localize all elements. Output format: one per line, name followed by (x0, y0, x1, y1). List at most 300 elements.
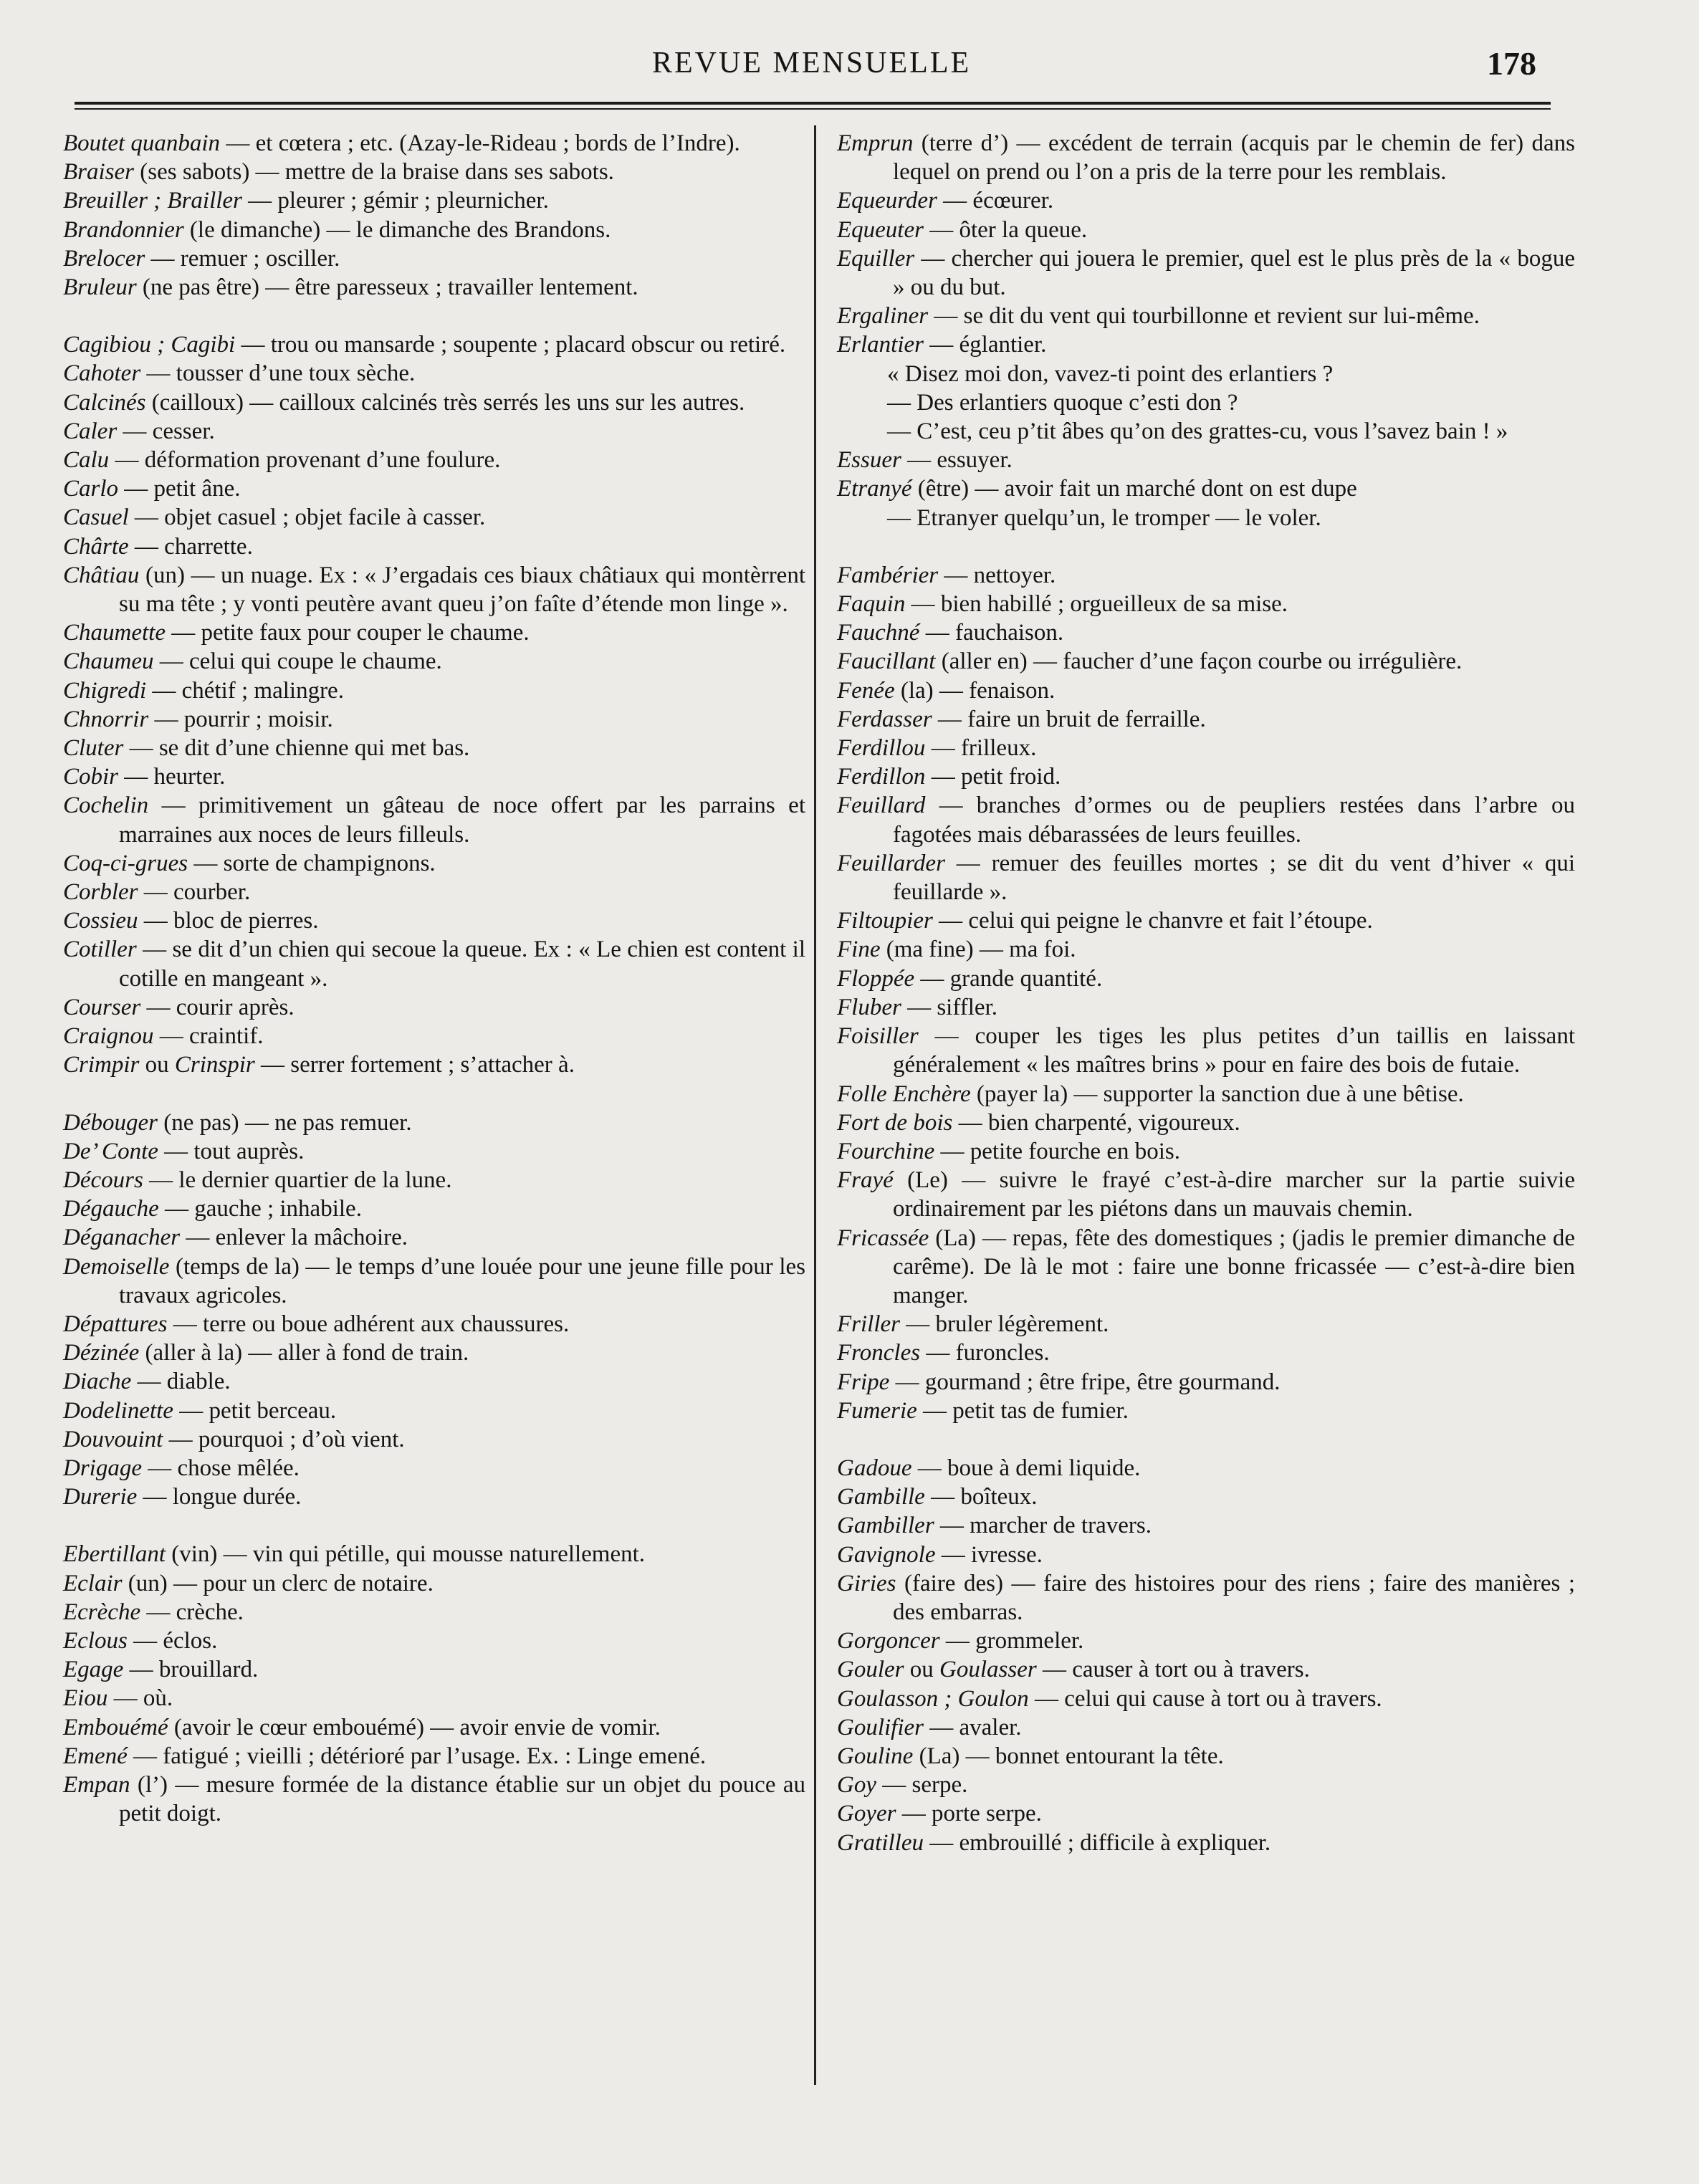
glossary-entry (63, 1166, 805, 1194)
headword: Goulasson ; Goulon (837, 1685, 1029, 1712)
headword: Fambérier (837, 562, 939, 588)
glossary-entry (63, 1425, 805, 1454)
glossary-entry (63, 1194, 805, 1223)
headword: Fine (837, 937, 881, 963)
glossary-entry (63, 878, 805, 906)
definition: — petit froid. (925, 764, 1061, 790)
headword: Giries (837, 1570, 896, 1596)
headword: Fort de bois (837, 1109, 953, 1136)
definition: — bien charpenté, vigoureux. (952, 1109, 1240, 1136)
definition: — se dit d’un chien qui secoue la queue. Ex : « Le chien est content il cotille en mangeant ». (119, 937, 805, 992)
headword: Goulasser (939, 1657, 1037, 1683)
definition: — embrouillé ; difficile à expliquer. (924, 1829, 1271, 1856)
definition: — petite faux pour couper le chaume. (165, 620, 530, 646)
headword: Eiou (63, 1685, 108, 1712)
headword: Chnorrir (63, 706, 149, 732)
definition: — avaler. (924, 1714, 1022, 1740)
definition: — celui qui cause à tort ou à travers. (1028, 1685, 1382, 1712)
definition: — craintif. (153, 1023, 264, 1050)
definition: (cailloux) — cailloux calcinés très serrés les uns sur les autres. (145, 389, 745, 416)
headword: Dézinée (63, 1340, 140, 1366)
glossary-entry (63, 1655, 805, 1684)
glossary-entry (63, 676, 805, 705)
definition: (temps de la) — le temps d’une louée pour une jeune fille pour les travaux agricoles. (119, 1253, 805, 1308)
headword: Calu (63, 447, 110, 474)
headword: Crinspir (174, 1052, 255, 1078)
glossary-entry (837, 676, 1575, 705)
headword: Ferdillou (837, 735, 926, 762)
headword: Cagibiou ; Cagibi (63, 332, 236, 358)
section-gap (63, 1511, 805, 1540)
definition: — petit âne. (118, 476, 241, 502)
headword: Filtoupier (837, 908, 933, 934)
definition: (l’) — mesure formée de la distance établie sur un objet du pouce au petit doigt. (119, 1771, 805, 1827)
definition: — furoncles. (920, 1340, 1050, 1366)
definition: — marcher de travers. (934, 1513, 1152, 1539)
definition: — couper les tiges les plus petites d’un taillis en laissant généralement « les maîtres brins » pour en faire des bois de futaie. (893, 1023, 1575, 1078)
glossary-entry (63, 1771, 805, 1828)
headword: Eclous (63, 1627, 128, 1654)
glossary-entry (837, 705, 1575, 734)
headword: Déganacher (63, 1225, 181, 1251)
definition: — le dernier quartier de la lune. (143, 1167, 452, 1193)
headword: Crimpir (63, 1052, 140, 1078)
definition: — faire un bruit de ferraille. (932, 706, 1206, 732)
glossary-entry (837, 1108, 1575, 1137)
definition: — où. (107, 1685, 173, 1712)
headword: Corbler (63, 879, 138, 906)
headword: De’ Conte (63, 1138, 158, 1164)
definition: — pourrir ; moisir. (148, 706, 333, 732)
headword: Cobir (63, 764, 119, 790)
definition: — frilleux. (925, 735, 1037, 762)
glossary-entry (837, 906, 1575, 935)
glossary-entry (63, 129, 805, 158)
glossary-entry (63, 935, 805, 992)
glossary-entry (63, 330, 805, 359)
headword: Casuel (63, 504, 129, 531)
headword: Faquin (837, 591, 906, 618)
header-rule-thin (75, 108, 1551, 110)
glossary-entry (63, 417, 805, 446)
headword: Braiser (63, 159, 134, 186)
definition: — brouillard. (123, 1657, 259, 1683)
headword: Emprun (837, 130, 914, 156)
headword: Diache (63, 1369, 132, 1395)
headword: Foisiller (837, 1023, 919, 1050)
glossary-entry (837, 734, 1575, 762)
headword: Emené (63, 1743, 128, 1769)
definition: — églantier. (924, 332, 1047, 358)
headword: Demoiselle (63, 1253, 170, 1280)
definition: — et cœtera ; etc. (Azay-le-Rideau ; bords de l’Indre). (220, 130, 740, 156)
definition: — fatigué ; vieilli ; détérioré par l’usage. Ex. : Linge emené. (127, 1743, 707, 1769)
headword: Goy (837, 1772, 876, 1799)
glossary-entry (837, 1080, 1575, 1108)
glossary-entry (63, 1223, 805, 1252)
glossary-entry (63, 1713, 805, 1742)
headword: Gavignole (837, 1541, 936, 1568)
definition: (ne pas) — ne pas remuer. (157, 1109, 412, 1136)
headword: Empan (63, 1771, 130, 1798)
glossary-entry (837, 849, 1575, 906)
glossary-entry (837, 935, 1575, 964)
quote-line: — Etranyer quelqu’un, le tromper — le voler. (887, 504, 1321, 531)
glossary-entry (837, 1742, 1575, 1771)
left-column (63, 129, 805, 1828)
definition: (être) — avoir fait un marché dont on est dupe (911, 476, 1357, 502)
glossary-entry (63, 1137, 805, 1166)
headword: Débouger (63, 1109, 158, 1136)
headword: Châtiau (63, 562, 140, 588)
definition: — chétif ; malingre. (146, 677, 344, 704)
glossary-entry (63, 1540, 805, 1568)
glossary-entry (63, 1367, 805, 1396)
quote-line: — C’est, ceu p’tit âbes qu’on des grattes-cu, vous l’savez bain ! » (887, 418, 1508, 445)
glossary-entry (63, 216, 805, 244)
definition: (un) — pour un clerc de notaire. (122, 1570, 434, 1596)
glossary-entry (63, 705, 805, 734)
definition: (aller en) — faucher d’une façon courbe ou irrégulière. (935, 648, 1463, 675)
headword: Gambille (837, 1484, 925, 1510)
headword: Embouémé (63, 1714, 168, 1740)
headword: Ferdillon (837, 764, 926, 790)
headword: Gouler (837, 1657, 904, 1683)
glossary-entry (63, 1108, 805, 1137)
definition: — remuer ; osciller. (145, 245, 340, 272)
definition: — bruler légèrement. (900, 1311, 1109, 1338)
definition: — écœurer. (937, 188, 1054, 214)
definition: — ôter la queue. (923, 216, 1088, 243)
headword: Ecrèche (63, 1599, 141, 1625)
glossary-entry (837, 618, 1575, 647)
glossary-entry (837, 1829, 1575, 1857)
definition: — gourmand ; être fripe, être gourmand. (889, 1369, 1281, 1395)
glossary-entry (63, 273, 805, 302)
definition: (aller à la) — aller à fond de train. (139, 1340, 469, 1366)
glossary-entry (63, 791, 805, 848)
definition: — tousser d’une toux sèche. (140, 360, 416, 387)
headword: Caler (63, 418, 118, 444)
glossary-entry (63, 561, 805, 618)
glossary-entry (63, 1050, 805, 1079)
definition: (payer la) — supporter la sanction due à une bêtise. (970, 1081, 1464, 1107)
glossary-entry (63, 158, 805, 186)
definition: — trou ou mansarde ; soupente ; placard obscur ou retiré. (235, 332, 786, 358)
headword: Fricassée (837, 1225, 929, 1251)
glossary-entry (837, 1166, 1575, 1223)
definition: — déformation provenant d’une foulure. (109, 447, 501, 474)
glossary-entry (63, 359, 805, 388)
glossary-entry (837, 129, 1575, 186)
glossary-entry (63, 1338, 805, 1367)
definition: — sorte de champignons. (188, 850, 436, 876)
definition: — pleurer ; gémir ; pleurnicher. (241, 188, 549, 214)
definition: — gauche ; inhabile. (158, 1196, 362, 1222)
section-gap (837, 1425, 1575, 1454)
headword: Fluber (837, 994, 901, 1020)
headword: Fourchine (837, 1138, 935, 1164)
headword: Craignou (63, 1023, 154, 1050)
definition: — fauchaison. (919, 620, 1064, 646)
definition: — siffler. (901, 994, 997, 1020)
glossary-entry (837, 302, 1575, 330)
headword: Erlantier (837, 332, 924, 358)
definition: ou (904, 1657, 939, 1683)
headword: Boutet quanbain (63, 130, 221, 156)
headword: Décours (63, 1167, 143, 1193)
glossary-entry (837, 1655, 1575, 1684)
definition: — objet casuel ; objet facile à casser. (128, 504, 486, 531)
glossary-entry (837, 1483, 1575, 1511)
definition: — courir après. (140, 994, 295, 1020)
glossary-entry (837, 561, 1575, 590)
definition: — grande quantité. (914, 965, 1103, 992)
headword: Chaumeu (63, 648, 154, 675)
glossary-entry (837, 1397, 1575, 1425)
definition: — courber. (138, 879, 251, 906)
headword: Equiller (837, 245, 915, 272)
definition: — petite fourche en bois. (934, 1138, 1180, 1164)
headword: Breuiller ; Brailler (63, 188, 242, 214)
headword: Courser (63, 994, 141, 1020)
glossary-entry (63, 532, 805, 561)
definition: — branches d’ormes ou de peupliers restées dans l’arbre ou fagotées mais débarassées de leurs feuilles. (893, 792, 1575, 848)
headword: Coq-ci-grues (63, 850, 188, 876)
headword: Goyer (837, 1801, 896, 1827)
glossary-entry (63, 1742, 805, 1771)
glossary-entry (63, 186, 805, 215)
headword: Durerie (63, 1484, 138, 1510)
definition: — pourquoi ; d’où vient. (163, 1426, 405, 1452)
definition: — porte serpe. (896, 1801, 1042, 1827)
glossary-entry (837, 1541, 1575, 1569)
glossary-entry (63, 1598, 805, 1627)
headword: Cochelin (63, 792, 149, 819)
header-rule-thick (75, 102, 1551, 105)
definition: — éclos. (127, 1627, 218, 1654)
headword: Cossieu (63, 908, 138, 934)
definition: — ivresse. (935, 1541, 1043, 1568)
quote-line: « Disez moi don, vavez-ti point des erlantiers ? (887, 360, 1334, 387)
glossary-entry (837, 1511, 1575, 1540)
headword: Ergaliner (837, 303, 929, 330)
headword: Equeuter (837, 216, 924, 243)
definition: (ma fine) — ma foi. (880, 937, 1076, 963)
glossary-entry (837, 244, 1575, 302)
quote-line: — Des erlantiers quoque c’esti don ? (887, 389, 1238, 416)
glossary-entry (837, 474, 1575, 503)
definition: — essuyer. (901, 447, 1013, 474)
definition: ou (139, 1052, 175, 1078)
glossary-entry (837, 791, 1575, 848)
glossary-entry (837, 1771, 1575, 1799)
definition: — crèche. (140, 1599, 244, 1625)
definition: — serrer fortement ; s’attacher à. (254, 1052, 575, 1078)
glossary-entry (63, 1627, 805, 1655)
column-divider (814, 125, 816, 2085)
glossary-entry (63, 762, 805, 791)
definition: — causer à tort ou à travers. (1036, 1657, 1310, 1683)
definition: (la) — fenaison. (894, 677, 1056, 704)
definition: — diable. (131, 1369, 231, 1395)
definition: (ne pas être) — être paresseux ; travailler lentement. (136, 274, 638, 301)
headword: Dégauche (63, 1196, 159, 1222)
running-title: REVUE MENSUELLE (652, 47, 972, 80)
glossary-entry (837, 1685, 1575, 1713)
glossary-entry (63, 647, 805, 676)
definition: — enlever la mâchoire. (180, 1225, 408, 1251)
headword: Gambiller (837, 1513, 934, 1539)
glossary-entry (837, 1338, 1575, 1367)
glossary-entry (63, 446, 805, 474)
glossary-entry (63, 1397, 805, 1425)
page-header (0, 46, 1699, 89)
definition: — petit tas de fumier. (916, 1397, 1129, 1424)
headword: Eclair (63, 1570, 123, 1596)
headword: Friller (837, 1311, 900, 1338)
definition: — tout auprès. (158, 1138, 305, 1164)
headword: Carlo (63, 476, 119, 502)
glossary-entry (63, 503, 805, 532)
headword: Gratilleu (837, 1829, 924, 1856)
headword: Bruleur (63, 274, 137, 301)
definition: (vin) — vin qui pétille, qui mousse naturellement. (166, 1541, 646, 1568)
definition: (La) — repas, fête des domestiques ; (jadis le premier dimanche de carême). De là le mot : faire une bonne fricassée — c’est-à-dire bien manger. (893, 1225, 1575, 1308)
headword: Fripe (837, 1369, 890, 1395)
headword: Chigredi (63, 677, 147, 704)
headword: Ebertillant (63, 1541, 166, 1568)
section-gap (63, 1080, 805, 1108)
headword: Essuer (837, 447, 901, 474)
definition: (avoir le cœur embouémé) — avoir envie de vomir. (168, 1714, 661, 1740)
definition: (un) — un nuage. Ex : « J’ergadais ces biaux châtiaux qui montèrrent su ma tête ; y vonti peutère avant queu j’on faîte d’étende mon linge ». (119, 562, 805, 618)
headword: Froncles (837, 1340, 921, 1366)
headword: Fumerie (837, 1397, 917, 1424)
definition: — longue durée. (137, 1484, 302, 1510)
headword: Equeurder (837, 188, 937, 214)
glossary-entry (837, 1224, 1575, 1311)
definition: — terre ou boue adhérent aux chaussures. (167, 1311, 570, 1337)
glossary-entry (837, 1022, 1575, 1079)
headword: Etranyé (837, 476, 912, 502)
headword: Frayé (837, 1167, 894, 1194)
definition: (le dimanche) — le dimanche des Brandons. (183, 216, 611, 243)
glossary-entry (63, 1483, 805, 1511)
headword: Brelocer (63, 245, 145, 272)
definition: — bien habillé ; orgueilleux de sa mise. (905, 591, 1288, 618)
glossary-entry (837, 762, 1575, 791)
glossary-entry (63, 244, 805, 273)
glossary-entry (837, 330, 1575, 359)
headword: Goulifier (837, 1714, 924, 1740)
page-number: 178 (1487, 45, 1536, 82)
headword: Egage (63, 1657, 124, 1683)
headword: Fenée (837, 677, 895, 704)
headword: Cahoter (63, 360, 141, 387)
headword: Cotiller (63, 937, 137, 963)
glossary-entry (837, 590, 1575, 618)
glossary-entry (837, 1454, 1575, 1483)
definition: (Le) — suivre le frayé c’est-à-dire marcher sur la partie suivie ordinairement par les piétons dans un mauvais chemin. (893, 1167, 1575, 1222)
glossary-entry (63, 388, 805, 417)
glossary-entry (63, 906, 805, 935)
glossary-entry (837, 1569, 1575, 1627)
headword: Gorgoncer (837, 1628, 940, 1654)
headword: Chaumette (63, 620, 166, 646)
headword: Ferdasser (837, 706, 932, 732)
headword: Floppée (837, 965, 915, 992)
glossary-entry (837, 446, 1575, 474)
headword: Dodelinette (63, 1397, 173, 1424)
right-column (837, 129, 1575, 1857)
glossary-entry (837, 216, 1575, 244)
headword: Gadoue (837, 1455, 912, 1481)
headword: Cluter (63, 735, 124, 762)
glossary-entry (837, 1368, 1575, 1397)
definition: — chose mêlée. (142, 1455, 300, 1481)
glossary-entry (63, 1310, 805, 1338)
headword: Feuillarder (837, 850, 945, 876)
headword: Faucillant (837, 648, 936, 675)
definition: (terre d’) — excédent de terrain (acquis par le chemin de fer) dans lequel on prend ou l’on a pris de la terre pour les remblais. (893, 130, 1575, 186)
definition: — cesser. (117, 418, 215, 444)
definition: (ses sabots) — mettre de la braise dans ses sabots. (134, 159, 614, 186)
glossary-entry (837, 647, 1575, 676)
headword: Drigage (63, 1455, 142, 1481)
glossary-entry (837, 1713, 1575, 1742)
definition: — boîteux. (924, 1484, 1038, 1510)
definition: — celui qui coupe le chaume. (153, 648, 442, 675)
definition: — primitivement un gâteau de noce offert par les parrains et marraines aux noces de leurs filleuls. (119, 792, 805, 848)
definition: (faire des) — faire des histoires pour des riens ; faire des manières ; des embarras. (893, 1570, 1575, 1625)
section-gap (63, 302, 805, 330)
definition: — bloc de pierres. (138, 908, 319, 934)
headword: Feuillard (837, 792, 926, 819)
glossary-entry (837, 1137, 1575, 1166)
glossary-entry (63, 993, 805, 1022)
headword: Douvouint (63, 1426, 163, 1452)
glossary-entry (837, 1627, 1575, 1655)
definition: — chercher qui jouera le premier, quel est le plus près de la « bogue » ou du but. (893, 245, 1575, 301)
headword: Brandonnier (63, 216, 184, 243)
glossary-entry (63, 1022, 805, 1050)
definition: — heurter. (118, 764, 226, 790)
headword: Folle Enchère (837, 1081, 971, 1107)
definition: — grommeler. (939, 1628, 1084, 1654)
definition: — celui qui peigne le chanvre et fait l’étoupe. (932, 908, 1373, 934)
glossary-entry (63, 1454, 805, 1483)
definition: — serpe. (876, 1772, 968, 1799)
glossary-entry (63, 474, 805, 503)
glossary-entry (63, 849, 805, 878)
glossary-entry (63, 618, 805, 647)
glossary-entry (837, 1310, 1575, 1338)
glossary-entry (837, 964, 1575, 993)
section-gap (837, 532, 1575, 561)
glossary-entry (837, 993, 1575, 1022)
headword: Calcinés (63, 389, 146, 416)
glossary-entry (63, 1684, 805, 1713)
headword: Fauchné (837, 620, 920, 646)
glossary-entry (63, 734, 805, 762)
headword: Chârte (63, 533, 129, 560)
headword: Gouline (837, 1743, 914, 1769)
headword: Dépattures (63, 1311, 168, 1337)
definition: — remuer des feuilles mortes ; se dit du vent d’hiver « qui feuillarde ». (893, 850, 1575, 906)
definition: — charrette. (128, 533, 253, 560)
definition: — nettoyer. (938, 562, 1056, 588)
